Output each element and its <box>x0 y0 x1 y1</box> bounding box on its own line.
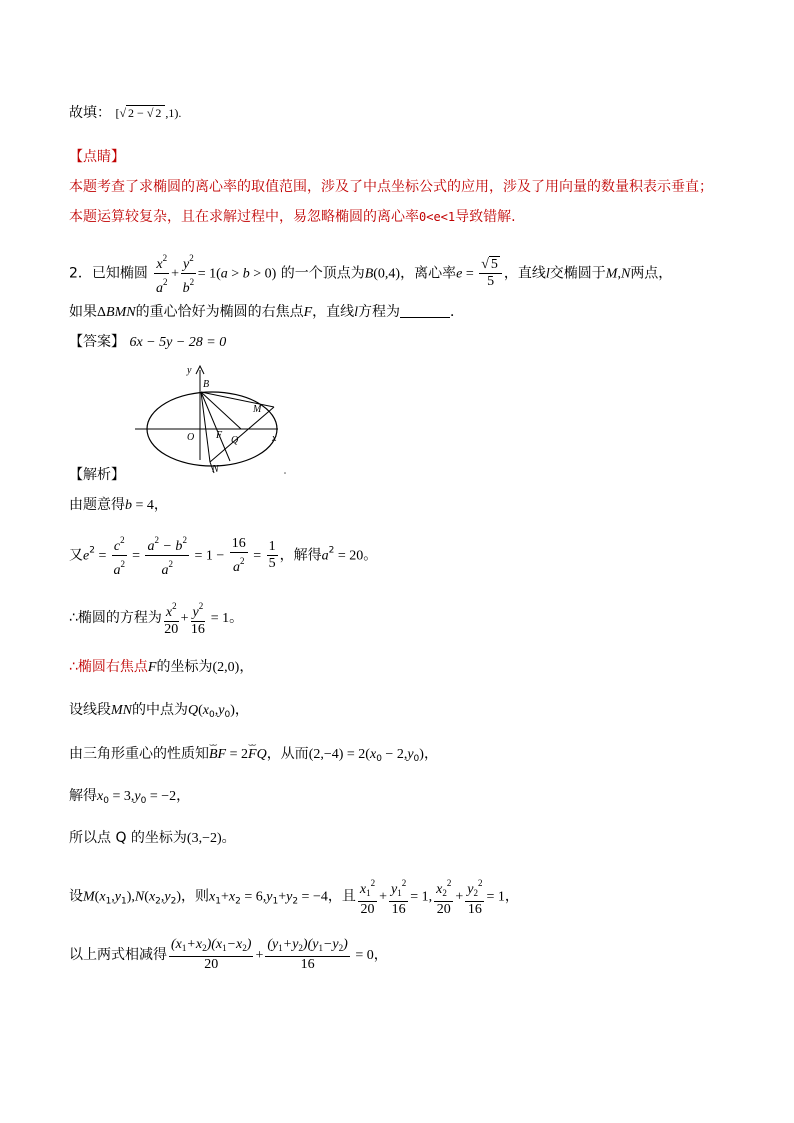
ellipse-frac-x: $\frac{x^2}{a^2}$ <box>154 250 169 297</box>
step-9-mid: ，则 <box>181 888 210 905</box>
step-2-suffix: ，解得 <box>279 547 322 564</box>
answer-line <box>69 332 226 353</box>
fill-answer-line <box>69 103 181 123</box>
step-4-prefix: ∴椭圆右焦点 <box>69 659 148 675</box>
question-text-b: ，离心率 <box>400 265 457 282</box>
question-text-a: 的一个顶点为 <box>280 265 365 282</box>
dianjing-line-2 <box>69 207 516 227</box>
analysis-step-6: 由三角形重心的性质知⌣⌣ BF = 2⌣⌣ FQ，从而$(2,-4) = 2(x_0 - 2,y_0)$， <box>69 744 438 769</box>
label-B: B <box>203 379 210 390</box>
label-Q: Q <box>231 435 239 446</box>
analysis-step-7: 解得$x_0 = 3,y_0 = -2$， <box>69 788 191 806</box>
label-N: N <box>212 464 219 475</box>
step-7-prefix: 解得 <box>69 788 97 804</box>
analysis-step-3: ∴椭圆的方程为 $\frac{x^2}{20}$ + $\frac{y^2}{16}$ = 1。 <box>69 598 243 638</box>
ellipse-figure <box>130 360 290 485</box>
dianjing-line-1: 本题考查了求椭圆的离心率的取值范围，涉及了中点坐标公式的应用，涉及了用向量的数量积表示垂直； <box>69 179 713 195</box>
analysis-heading: 【解析】 <box>69 467 125 483</box>
analysis-step-8: 所以点 Q 的坐标为(3,−2)。 <box>69 830 236 846</box>
dianjing-heading: 【点睛】 <box>69 149 125 165</box>
step-3-prefix: ∴椭圆的方程为 <box>69 610 162 626</box>
question-line-2d: 方程为 <box>358 304 401 320</box>
analysis-step-9: 设$M(x_1,y_1),N(x_2,y_2)$，则$x_1+x_2 = 6,y_1+y_2 = -4$，且 $\frac{x_1^2}{20}$ + $\frac{y_1^2}{16}$ = 1, $\frac{x_2^2}{20}$ + $\frac{y_2^2}{16}$ = 1， <box>69 875 519 919</box>
eccentricity-frac: $\frac{√ 5}{5}$ <box>479 257 502 290</box>
segment-BF <box>201 392 241 429</box>
question-text-e: 两点， <box>630 265 673 282</box>
label-y: y <box>187 365 192 376</box>
question-line-2a: 如果 <box>69 304 97 320</box>
answer-blank <box>400 303 450 318</box>
label-x: x <box>272 433 277 444</box>
answer-equation: 6x − 5y − 28 = 0 <box>129 335 227 350</box>
step-10-prefix: 以上两式相减得 <box>69 947 167 963</box>
step-6-prefix: 由三角形重心的性质知 <box>69 746 209 762</box>
label-M: M <box>253 404 262 415</box>
step-4-suffix: 的坐标为 <box>156 659 213 675</box>
step-5-mid: 的中点为 <box>132 702 188 718</box>
analysis-step-4: ∴椭圆右焦点F的坐标为(2,0)， <box>69 659 254 675</box>
step-9-mid2: ，且 <box>327 888 356 905</box>
figure-dot <box>284 472 286 474</box>
analysis-step-10: 以上两式相减得 $\frac{(x_1+x_2)(x_1-x_2)}{20}$ + $\frac{(y_1+y_2)(y_1-y_2)}{16}$ = 0， <box>69 937 388 972</box>
analysis-step-1: 由题意得b = 4， <box>69 497 168 513</box>
label-O: O <box>187 432 195 443</box>
fill-answer-math: [√ 2 − √ 2 ,1). <box>115 106 182 120</box>
question-line-2: 如果ΔBMN的重心恰好为椭圆的右焦点F，直线l方程为 ． <box>69 304 465 320</box>
question-line-1: 2．已知椭圆 $\frac{x^2}{a^2}$ + $\frac{y^2}{b^2}$ = 1(a > b > 0) 的一个顶点为B(0,4)，离心率e = $\frac{√ 5}{5}$ ，直线l交椭圆于M,N两点， <box>69 250 672 297</box>
ellipse-frac-y: $\frac{y^2}{b^2}$ <box>181 250 196 297</box>
question-line-2c: ，直线 <box>312 304 355 320</box>
answer-heading: 【答案】 <box>69 334 125 350</box>
analysis-step-2: 又$e^2$ = $\frac{c^2}{a^2}$ = $\frac{a^2 - b^2}{a^2}$ = 1 − $\frac{16}{a^2}$ = $\frac{1}{5}$ ，解得$a^2 = 20$。 <box>69 532 377 579</box>
analysis-step-5: 设线段MN的中点为$Q(x_0,y_0)$， <box>69 702 249 720</box>
question-text-c: ，直线 <box>503 265 546 282</box>
label-F: F <box>216 430 223 441</box>
step-6-mid: ，从而 <box>266 746 309 762</box>
step-1-text: 由题意得 <box>69 497 125 513</box>
step-5-prefix: 设线段 <box>69 702 111 718</box>
dianjing-code: 0<e<1 <box>419 210 456 224</box>
question-text-d: 交椭圆于 <box>549 265 606 282</box>
question-line-2b: 的重心恰好为椭圆的右焦点 <box>135 304 304 320</box>
fill-answer-prefix: 故填： <box>69 105 111 121</box>
step-2-prefix: 又 <box>69 547 83 564</box>
dianjing-line-2a: 本题运算较复杂，且在求解过程中，易忽略椭圆的离心率 <box>69 209 419 225</box>
dianjing-line-2b: 导致错解. <box>455 209 516 225</box>
question-number: 2．已知椭圆 <box>69 265 148 282</box>
step-8-prefix: 所以点 Q 的坐标为 <box>69 830 187 846</box>
step-9-prefix: 设 <box>69 888 83 905</box>
